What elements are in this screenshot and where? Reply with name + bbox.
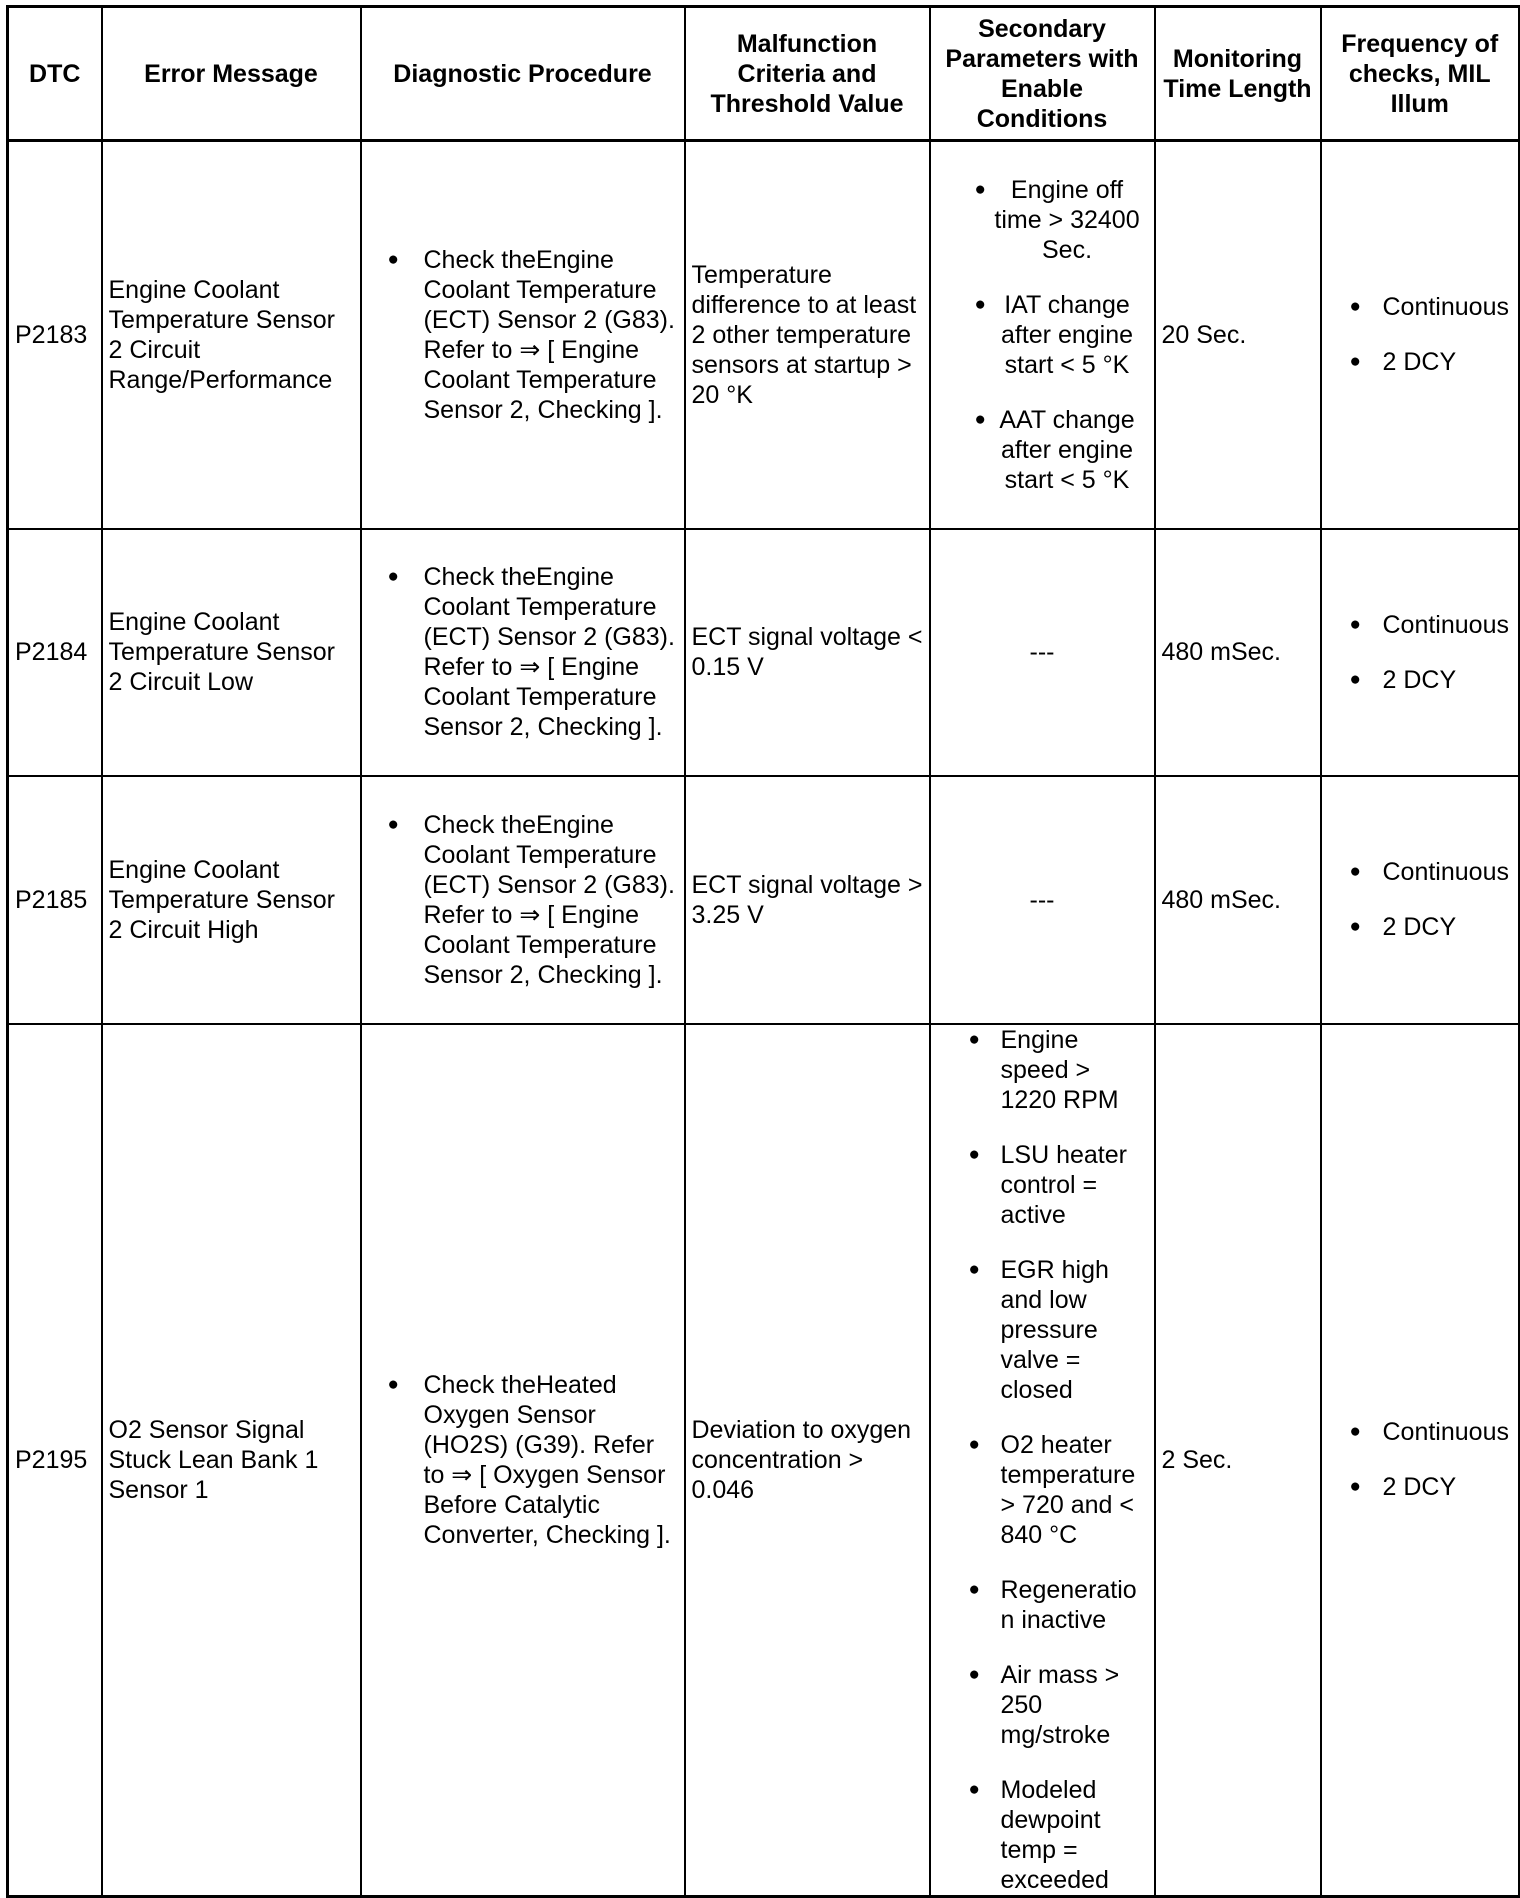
table-row — [8, 141, 1520, 529]
secondary-parameter-item: ● LSU heater control = active — [937, 1140, 1148, 1230]
frequency — [1321, 1024, 1520, 1897]
header-malfunction-criteria: Malfunction Criteria and Threshold Value — [685, 7, 930, 141]
diagnostic-procedure — [361, 141, 685, 529]
secondary-parameters: --- — [930, 529, 1155, 776]
frequency-item: ● 2 DCY — [1328, 347, 1513, 377]
table-header-row — [8, 7, 1520, 141]
frequency-item: ● 2 DCY — [1328, 1472, 1513, 1502]
error-message: Engine Coolant Temperature Sensor 2 Circuit Range/Performance — [102, 141, 361, 529]
secondary-parameter-item: ● AAT change after engine start < 5 °K — [937, 405, 1148, 495]
malfunction-criteria: Deviation to oxygen concentration > 0.046 — [685, 1024, 930, 1897]
diagnostic-procedure-item: ● Check theEngine Coolant Temperature (ECT) Sensor 2 (G83). Refer to ⇒ [ Engine Coolant Temperature Sensor 2, Checking ]. — [368, 810, 678, 990]
error-message: Engine Coolant Temperature Sensor 2 Circuit High — [102, 776, 361, 1024]
secondary-parameter-item: ● Modeled dewpoint temp = exceeded — [937, 1775, 1148, 1895]
monitoring-time: 2 Sec. — [1155, 1024, 1321, 1897]
frequency — [1321, 141, 1520, 529]
header-dtc: DTC — [8, 7, 102, 141]
frequency-item: ● Continuous — [1328, 857, 1513, 887]
dtc-table — [6, 5, 1520, 1898]
diagnostic-procedure-item: ● Check theEngine Coolant Temperature (ECT) Sensor 2 (G83). Refer to ⇒ [ Engine Coolant Temperature Sensor 2, Checking ]. — [368, 245, 678, 425]
table-row — [8, 1024, 1520, 1897]
diagnostic-procedure — [361, 1024, 685, 1897]
diagnostic-procedure — [361, 529, 685, 776]
secondary-parameters: --- — [930, 776, 1155, 1024]
malfunction-criteria: ECT signal voltage > 3.25 V — [685, 776, 930, 1024]
malfunction-criteria: ECT signal voltage < 0.15 V — [685, 529, 930, 776]
table-row — [8, 529, 1520, 776]
frequency-item: ● Continuous — [1328, 292, 1513, 322]
table-row — [8, 776, 1520, 1024]
secondary-parameter-item: ● O2 heater temperature > 720 and < 840 °C — [937, 1430, 1148, 1550]
secondary-parameters — [930, 141, 1155, 529]
secondary-parameter-item: ● Engine speed > 1220 RPM — [937, 1025, 1148, 1115]
header-error-message: Error Message — [102, 7, 361, 141]
dtc-code: P2195 — [8, 1024, 102, 1897]
diagnostic-procedure-item: ● Check theHeated Oxygen Sensor (HO2S) (G39). Refer to ⇒ [ Oxygen Sensor Before Catalytic Converter, Checking ]. — [368, 1370, 678, 1550]
error-message: Engine Coolant Temperature Sensor 2 Circuit Low — [102, 529, 361, 776]
secondary-parameters — [930, 1024, 1155, 1897]
frequency-item: ● Continuous — [1328, 610, 1513, 640]
secondary-parameter-item: ● Regeneration inactive — [937, 1575, 1148, 1635]
diagnostic-procedure — [361, 776, 685, 1024]
error-message: O2 Sensor Signal Stuck Lean Bank 1 Sensor 1 — [102, 1024, 361, 1897]
monitoring-time: 20 Sec. — [1155, 141, 1321, 529]
secondary-parameter-item: ● Air mass > 250 mg/stroke — [937, 1660, 1148, 1750]
frequency — [1321, 529, 1520, 776]
header-secondary-parameters: Secondary Parameters with Enable Conditions — [930, 7, 1155, 141]
secondary-parameter-item: ● IAT change after engine start < 5 °K — [937, 290, 1148, 380]
frequency-item: ● 2 DCY — [1328, 912, 1513, 942]
monitoring-time: 480 mSec. — [1155, 529, 1321, 776]
dtc-code: P2184 — [8, 529, 102, 776]
malfunction-criteria: Temperature difference to at least 2 other temperature sensors at startup > 20 °K — [685, 141, 930, 529]
header-monitoring-time: Monitoring Time Length — [1155, 7, 1321, 141]
dtc-code: P2183 — [8, 141, 102, 529]
frequency-item: ● 2 DCY — [1328, 665, 1513, 695]
secondary-parameter-item: ● Engine off time > 32400 Sec. — [937, 175, 1148, 265]
monitoring-time: 480 mSec. — [1155, 776, 1321, 1024]
secondary-parameter-item: ● EGR high and low pressure valve = closed — [937, 1255, 1148, 1405]
dtc-code: P2185 — [8, 776, 102, 1024]
frequency — [1321, 776, 1520, 1024]
header-frequency: Frequency of checks, MIL Illum — [1321, 7, 1520, 141]
diagnostic-procedure-item: ● Check theEngine Coolant Temperature (ECT) Sensor 2 (G83). Refer to ⇒ [ Engine Coolant Temperature Sensor 2, Checking ]. — [368, 562, 678, 742]
header-diagnostic-procedure: Diagnostic Procedure — [361, 7, 685, 141]
frequency-item: ● Continuous — [1328, 1417, 1513, 1447]
